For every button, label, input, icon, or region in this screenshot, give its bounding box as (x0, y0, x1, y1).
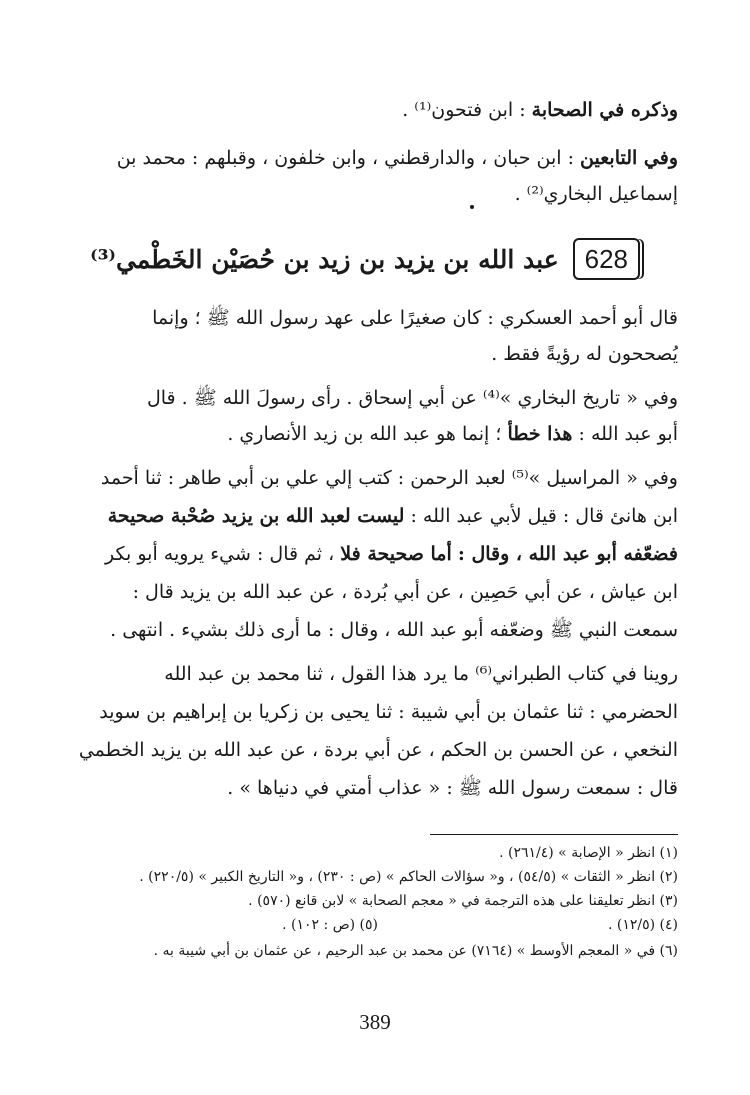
footnote-2: (٢) انظر « الثقات » (٥٤/٥) ، و« سؤالات الحاكم » (ص : ٢٣٠) ، و« التاريخ الكبير » (٢٢٠/٥) . (139, 869, 678, 885)
tabiin-text: : ابن حبان ، والدارقطني ، وابن خلفون ، وقبلهم : محمد بن (116, 147, 574, 169)
p3-line-3 (68, 540, 678, 568)
footnote-1: (١) انظر « الإصابة » (٢٦١/٤) . (499, 845, 678, 861)
p3-line-1: وفي « المراسيل »⁽⁵⁾ لعبد الرحمن : كتب إلي علي بن أبي طاهر : ثنا أحمد (100, 467, 678, 489)
p2-line-2 (68, 420, 678, 448)
p2-text-c: ؛ إنما هو عبد الله بن زيد الأنصاري . (227, 423, 502, 445)
p4-line-1: روينا في كتاب الطبراني⁽⁶⁾ ما يرد هذا القول ، ثنا محمد بن عبد الله (164, 663, 678, 685)
p1-line-1: قال أبو أحمد العسكري : كان صغيرًا على عهد رسول الله ﷺ ؛ وإنما (152, 307, 678, 329)
tabiin-label: وفي التابعين (580, 147, 678, 169)
intro-tabiin-line-2: إسماعيل البخاري⁽²⁾ . (514, 183, 678, 205)
p2-text-a: أبو عبد الله : (578, 423, 678, 445)
footnote-5: (٥) (ص : ١٠٢) . (282, 917, 378, 933)
footnote-separator (430, 834, 678, 835)
entry-heading (90, 230, 640, 288)
footnote-row-4-5 (68, 914, 678, 936)
page-number: 389 (359, 1010, 391, 1034)
entry-number-box: 628 (573, 238, 640, 280)
stray-dot (470, 205, 474, 209)
p3-line-2 (68, 502, 678, 530)
footnote-6: (٦) في « المعجم الأوسط » (٧١٦٤) عن محمد بن عبد الرحيم ، عن عثمان بن أبي شيبة به . (153, 943, 678, 959)
footnote-3: (٣) انظر تعليقنا على هذه الترجمة في « معجم الصحابة » لابن قانع (٥٧٠) . (248, 893, 678, 909)
p3-line-5: سمعت النبي ﷺ وضعّفه أبو عبد الله ، وقال : ما أرى ذلك بشيء . انتهى . (110, 619, 678, 641)
p3-text-b: فضعّفه أبو عبد الله ، وقال : (457, 543, 678, 565)
p3-bold-2: أما صحيحة فلا (340, 543, 452, 565)
p3-line-4: ابن عياش ، عن أبي حَصِين ، عن أبي بُردة ، عن عبد الله بن يزيد قال : (132, 581, 678, 603)
p1-line-2: يُصححون له رؤيةً فقط . (491, 343, 678, 365)
sahaba-text: : ابن فتحون⁽¹⁾ . (402, 99, 526, 121)
entry-title: عبد الله بن يزيد بن زيد بن حُصَيْن الخَطْمي⁽³⁾ (90, 244, 559, 274)
p2-bold: هذا خطأ (507, 423, 573, 445)
p3-text-c: ، ثم قال : شيء يرويه أبو بكر (105, 543, 335, 565)
intro-sahaba-line (68, 96, 678, 124)
p3-text-a: ابن هانئ قال : قيل لأبي عبد الله : (410, 505, 678, 527)
footnote-4: (٤) (١٢/٥) . (607, 917, 678, 933)
intro-tabiin-line (68, 144, 678, 172)
sahaba-label: وذكره في الصحابة (531, 99, 678, 121)
p4-line-4: قال : سمعت رسول الله ﷺ : « عذاب أمتي في دنياها » . (227, 777, 678, 799)
p4-line-3: النخعي ، عن الحسن بن الحكم ، عن أبي بردة ، عن عبد الله بن يزيد الخطمي (78, 739, 678, 761)
p3-bold-1: ليست لعبد الله بن يزيد صُحْبة صحيحة (107, 505, 405, 527)
p2-line-1: وفي « تاريخ البخاري »⁽⁴⁾ عن أبي إسحاق . رأى رسولَ الله ﷺ . قال (146, 387, 678, 409)
p4-line-2: الحضرمي : ثنا عثمان بن أبي شيبة : ثنا يحيى بن زكريا بن إبراهيم بن سويد (99, 701, 678, 723)
